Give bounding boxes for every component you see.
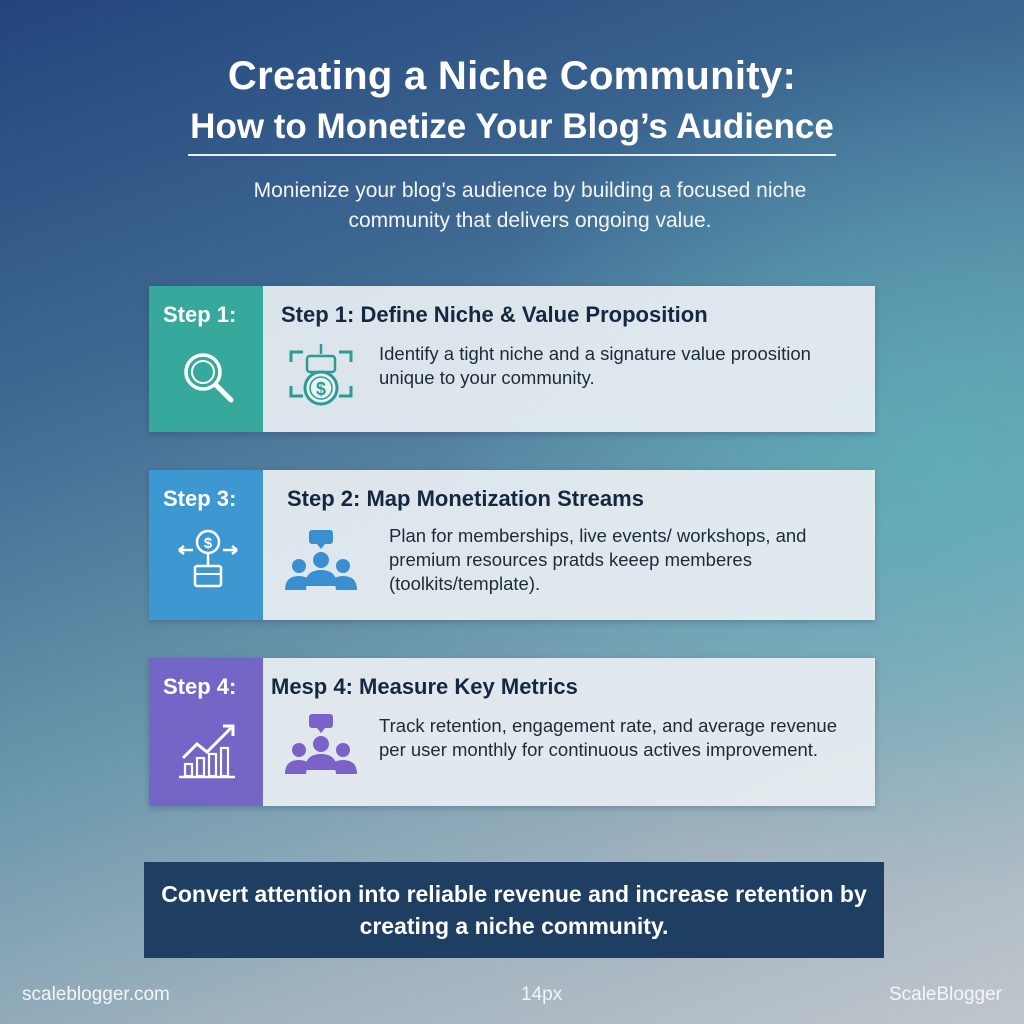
intro-text: Monienize your blog's audience by building a focused niche community that delivers ongoing value. [253, 179, 807, 232]
growth-chart-icon [173, 714, 243, 784]
step-card-2 [149, 470, 875, 620]
svg-text:$: $ [315, 379, 327, 399]
step-1-side-label: Step 1: [163, 302, 237, 327]
step-3-description: Track retention, engagement rate, and average revenue per user monthly for continuous actives improvement. [379, 715, 837, 760]
money-target-icon [283, 340, 359, 416]
step-3-side-panel [149, 658, 263, 806]
step-card-3 [149, 658, 875, 806]
summary-banner [144, 862, 884, 958]
svg-text:$: $ [203, 535, 213, 552]
summary-banner-text: Convert attention into reliable revenue and increase retention by creating a niche community. [161, 881, 867, 939]
community-chat-icon [283, 524, 359, 600]
title-block [0, 52, 1024, 156]
page-title: Creating a Niche Community: [227, 54, 797, 98]
step-2-side-label: Step 3: [163, 486, 237, 511]
step-2-description: Plan for memberships, live events/ workshops, and premium resources pratds keeep memberes (toolkits/template). [389, 525, 807, 594]
step-3-side-label: Step 4: [163, 674, 237, 699]
step-2-side-panel [149, 470, 263, 620]
step-1-heading: Step 1: Define Niche & Value Proposition [281, 302, 708, 327]
footer-center-text: 14px [521, 984, 563, 1005]
step-card-1 [149, 286, 875, 432]
dollar-flow-icon [173, 526, 243, 596]
step-2-heading: Step 2: Map Monetization Streams [287, 486, 644, 511]
step-1-side-panel [149, 286, 263, 432]
footer-brand: ScaleBlogger [888, 984, 1002, 1005]
page-subtitle: How to Monetize Your Blog’s Audience [188, 104, 836, 156]
footer-website: scaleblogger.com [22, 984, 170, 1005]
magnifier-icon [173, 342, 243, 412]
step-3-heading: Mesp 4: Measure Key Metrics [271, 674, 578, 699]
community-chat-icon [283, 708, 359, 784]
step-1-description: Identify a tight niche and a signature value proosition unique to your community. [379, 343, 811, 388]
